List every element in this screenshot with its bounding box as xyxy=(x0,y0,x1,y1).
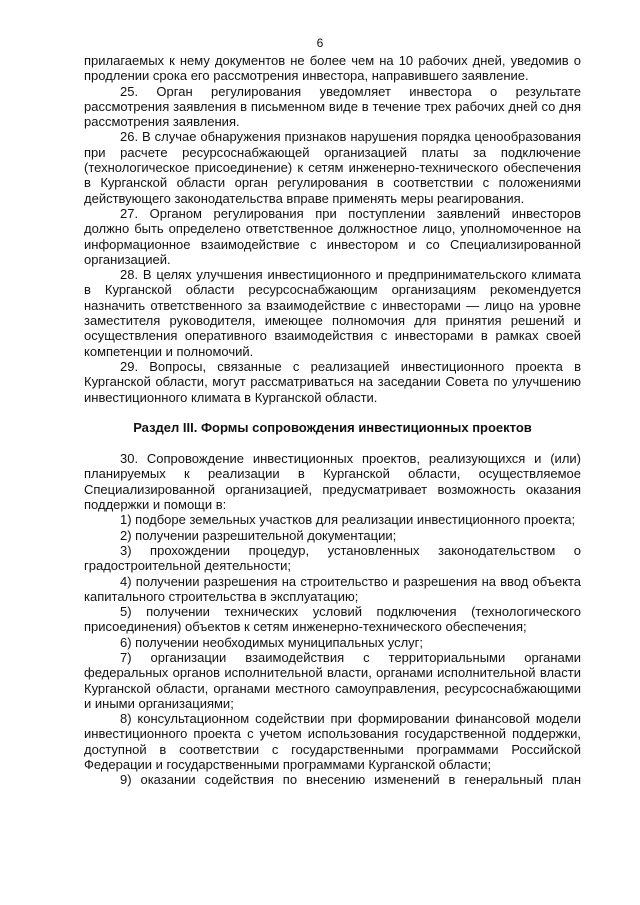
paragraph-continuation: прилагаемых к нему документов не более чем на 10 рабочих дней, уведомив о продлении срока его рассмотрения инвестора, направившего заявление. xyxy=(84,53,581,84)
list-item: 6) получении необходимых муниципальных услуг; xyxy=(120,634,424,650)
list-item: 8) консультационном содействии при формировании финансовой модели инвестиционного проекта с учетом использования государственной поддержки, доступной в соответствии с государственными программами Российской Федерации и государственными программами Курганской области; xyxy=(84,711,581,773)
list-item: 5) получении технических условий подключения (технологического присоединения) объектов к сетям инженерно-технического обеспечения; xyxy=(84,604,581,635)
list-item: 7) организации взаимодействия с территориальными органами федеральных органов исполнительной власти, органами исполнительной власти Курганской области, органами местного самоуправления, ресурсоснабжающими и иными организациями; xyxy=(84,649,581,711)
page-number: 6 xyxy=(316,36,324,50)
document-body xyxy=(84,53,581,788)
list-item: 3) прохождении процедур, установленных законодательством о градостроительной деятельности; xyxy=(84,542,581,574)
section-heading: Раздел III. Формы сопровождения инвестиционных проектов xyxy=(133,419,532,435)
paragraph-30: 30. Сопровождение инвестиционных проектов, реализующихся и (или) планируемых к реализации в Курганской области, осуществляемое Специализированной организацией, предусматривает возможность оказания поддержки и помощи в: xyxy=(84,451,581,513)
list-item: 2) получении разрешительной документации; xyxy=(120,527,397,543)
paragraph-26: 26. В случае обнаружения признаков нарушения порядка ценообразования при расчете ресурсоснабжающей организацией платы за подключение (технологическое присоединение) к сетям инженерно-технического обеспечения в Курганской области орган регулирования в соответствии с положениями действующего законодательства вправе применять меры реагирования. xyxy=(84,129,581,206)
list-item: 4) получении разрешения на строительство и разрешения на ввод объекта капитального строительства в эксплуатацию; xyxy=(84,573,581,604)
list-item: 1) подборе земельных участков для реализации инвестиционного проекта; xyxy=(120,512,576,528)
paragraph-29: 29. Вопросы, связанные с реализацией инвестиционного проекта в Курганской области, могут рассматриваться на заседании Совета по улучшению инвестиционного климата в Курганской области. xyxy=(84,358,581,405)
list-item: 9) оказании содействия по внесению изменений в генеральный план xyxy=(120,772,581,788)
paragraph-28: 28. В целях улучшения инвестиционного и предпринимательского климата в Курганской области ресурсоснабжающим организациям рекомендуется назначить ответственного за взаимодействие с инвесторами — лицо на уровне заместителя руководителя, имеющее полномочия для принятия решений и осуществления оперативного взаимодействия с инвесторами в рамках своей компетенции и полномочий. xyxy=(84,267,581,359)
paragraph-27: 27. Органом регулирования при поступлении заявлений инвесторов должно быть определено ответственное должностное лицо, уполномоченное на информационное взаимодействие с инвестором и со Специализированной организацией. xyxy=(84,205,581,267)
paragraph-25: 25. Орган регулирования уведомляет инвестора о результате рассмотрения заявления в письменном виде в течение трех рабочих дней со дня рассмотрения заявления. xyxy=(84,83,581,130)
